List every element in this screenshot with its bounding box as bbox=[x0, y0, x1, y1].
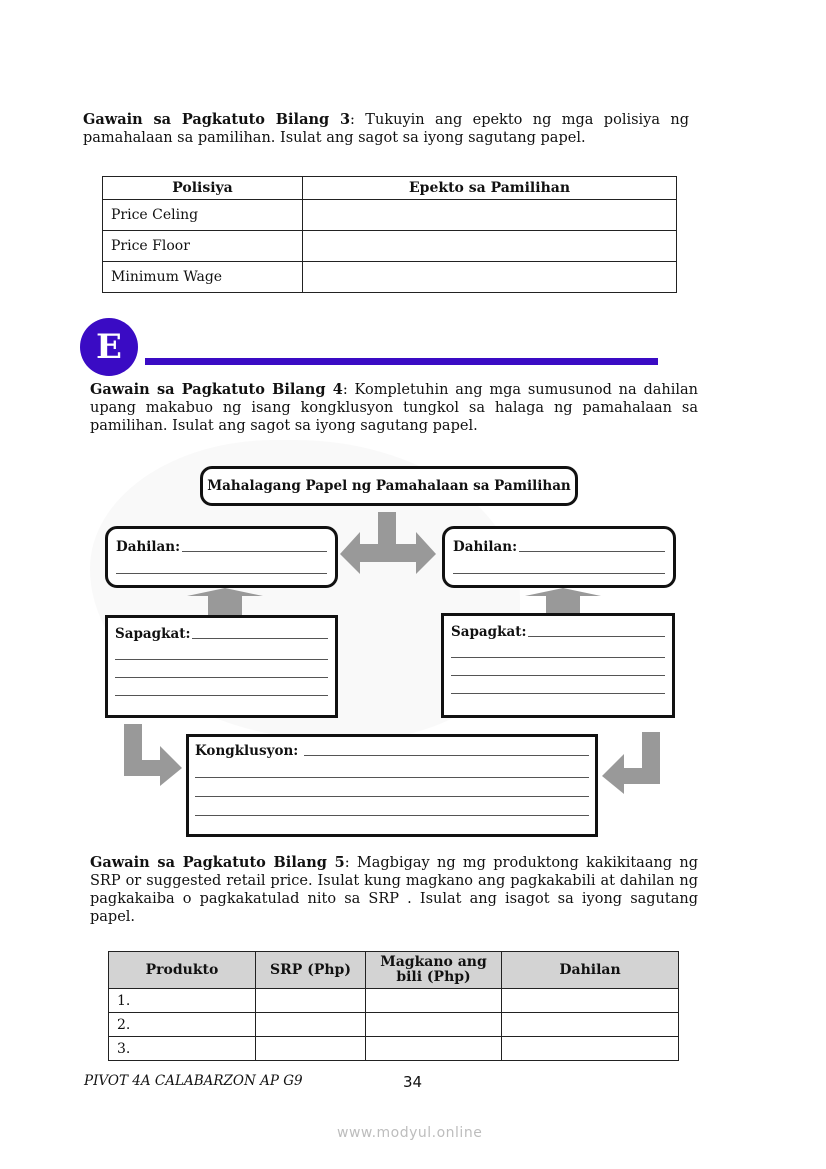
policy-cell: Price Floor bbox=[103, 231, 303, 262]
col-product: Produkto bbox=[109, 952, 256, 989]
reason-cell[interactable] bbox=[502, 989, 679, 1013]
activity4-instruction: : Kompletuhin ang mga sumusunod na dahilan upang makabuo ng isang kongklusyon tungkol sa halaga ng pamahalaan sa pamilihan. Isulat ang sagot sa iyong sagutang papel. bbox=[90, 382, 698, 434]
table-row bbox=[109, 1037, 679, 1061]
left-because-box[interactable] bbox=[105, 615, 338, 718]
because-label: Sapagkat: bbox=[451, 624, 527, 640]
col-reason: Dahilan bbox=[502, 952, 679, 989]
col-policy: Polisiya bbox=[103, 177, 303, 200]
activity3-instruction: : Tukuyin ang epekto ng mga polisiya ng pamahalaan sa pamilihan. Isulat ang sagot sa iyong sagutang papel. bbox=[83, 112, 689, 146]
section-e-badge: E bbox=[80, 318, 138, 376]
product-cell[interactable]: 2. bbox=[109, 1013, 256, 1037]
product-cell[interactable]: 3. bbox=[109, 1037, 256, 1061]
product-cell[interactable]: 1. bbox=[109, 989, 256, 1013]
right-because-box[interactable] bbox=[441, 613, 675, 718]
reason-cell[interactable] bbox=[502, 1037, 679, 1061]
diagram-title: Mahalagang Papel ng Pamahalaan sa Pamilihan bbox=[207, 478, 571, 494]
col-effect: Epekto sa Pamilihan bbox=[303, 177, 677, 200]
effect-answer-cell[interactable] bbox=[303, 262, 677, 293]
activity5-instruction: : Magbigay ng mg produktong kakikitaang ng SRP or suggested retail price. Isulat kung magkano ang pagkakabili at dahilan ng pagkakaiba o pagkakatulad nito sa SRP . Isulat ang isagot sa iyong sagutang papel. bbox=[90, 855, 698, 925]
conclusion-box[interactable] bbox=[186, 734, 598, 837]
section-divider-bar bbox=[145, 358, 658, 365]
up-arrow-icon bbox=[185, 588, 265, 616]
col-srp: SRP (Php) bbox=[256, 952, 366, 989]
website-watermark: www.modyul.online bbox=[337, 1125, 483, 1141]
table-row bbox=[109, 989, 679, 1013]
activity5-title: Gawain sa Pagkatuto Bilang 5 bbox=[90, 854, 345, 871]
policy-table bbox=[102, 176, 677, 293]
turn-left-arrow-icon bbox=[600, 732, 660, 794]
diagram-title-box bbox=[200, 466, 578, 506]
reason-label: Dahilan: bbox=[453, 539, 518, 555]
price-bought-cell[interactable] bbox=[366, 1037, 502, 1061]
table-row bbox=[103, 231, 677, 262]
right-reason-box[interactable] bbox=[442, 526, 676, 588]
footer-series: PIVOT 4A CALABARZON AP G9 bbox=[84, 1073, 303, 1089]
table-row bbox=[103, 262, 677, 293]
col-price-bought: Magkano ang bili (Php) bbox=[366, 952, 502, 989]
table-row bbox=[109, 1013, 679, 1037]
srp-cell[interactable] bbox=[256, 1037, 366, 1061]
activity4-title: Gawain sa Pagkatuto Bilang 4 bbox=[90, 381, 343, 398]
reason-label: Dahilan: bbox=[116, 539, 181, 555]
activity3-title: Gawain sa Pagkatuto Bilang 3 bbox=[83, 111, 351, 128]
split-arrow-icon bbox=[338, 512, 438, 576]
policy-cell: Minimum Wage bbox=[103, 262, 303, 293]
table-header-row bbox=[109, 952, 679, 989]
turn-right-arrow-icon bbox=[124, 724, 184, 786]
effect-answer-cell[interactable] bbox=[303, 200, 677, 231]
srp-table bbox=[108, 951, 679, 1061]
price-bought-cell[interactable] bbox=[366, 1013, 502, 1037]
because-label: Sapagkat: bbox=[115, 626, 191, 642]
activity5-paragraph bbox=[90, 854, 698, 926]
activity4-paragraph bbox=[90, 381, 698, 435]
price-bought-cell[interactable] bbox=[366, 989, 502, 1013]
activity3-paragraph bbox=[83, 111, 689, 147]
conclusion-label: Kongklusyon: bbox=[195, 743, 299, 759]
left-reason-box[interactable] bbox=[105, 526, 338, 588]
up-arrow-icon bbox=[523, 588, 603, 616]
table-row bbox=[103, 200, 677, 231]
srp-cell[interactable] bbox=[256, 1013, 366, 1037]
policy-cell: Price Celing bbox=[103, 200, 303, 231]
reason-cell[interactable] bbox=[502, 1013, 679, 1037]
effect-answer-cell[interactable] bbox=[303, 231, 677, 262]
srp-cell[interactable] bbox=[256, 989, 366, 1013]
table-header-row bbox=[103, 177, 677, 200]
page-number: 34 bbox=[403, 1073, 423, 1091]
